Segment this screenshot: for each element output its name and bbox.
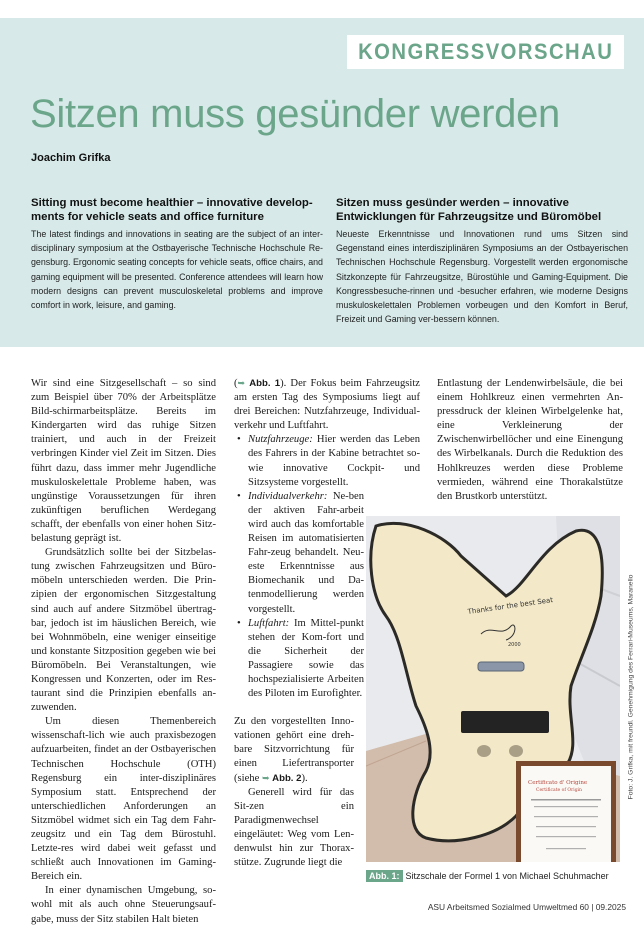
abstract-german-text: Neueste Erkenntnisse und Innovationen rund ums Sitzen sind Gegenstand eines interdisziplinären Symposiums an der Ostbayerischen Technischen Hochschule Regensburg. Vorgestellt werden ergonomische Sitzkonzepte für Fahrzeugsitze, Bürostühle und Gaming-Equipment. Die Kongressbesuche-rinnen und -besucher erfahren, wie moderne Designs muskuloskelettalen Problemen vorbeugen und den Komfort in Beruf, Freizeit und Gaming ver-bessern können.: [336, 229, 628, 325]
paragraph: In einer dynamischen Umgebung, so-wohl mit als auch ohne Steuerungsauf-gabe, muss der Sitz stabilen Halt bieten: [31, 885, 216, 925]
bullet-term: Luftfahrt:: [248, 617, 290, 629]
paragraph: [234, 377, 420, 433]
paragraph: Entlastung der Lendenwirbelsäule, die bei einem Hohlkreuz einen vermehrten An-pressdruck der kleinen Wirbelgelenke hat, eine Verkleinerung der Zwischenwirbellöcher und eine Einengung des Wirbelkanals. Durch die Reduktion des Hohlkreuzes werden diese Probleme vermieden, während eine Thorakalstütze den Brustkorb unterstützt.: [437, 378, 623, 502]
abstract-german-heading: Sitzen muss gesünder werden – innovative Entwicklungen für Fahrzeugsitze und Büromöbel: [336, 197, 602, 223]
paragraph: Wir sind eine Sitzgesellschaft – so sind zum Beispiel über 70% der Arbeitsplätze Bild-schirmarbeitsplätze. Bereits im Kindergarten wird das ruhige Sitzen trainiert, und auch in der Freizeit verbringen Kinder viel Zeit im Sitzen. Dies führt dazu, dass immer mehr Jugendliche muskuloskelettale Probleme haben, was ungünstige Voraussetzungen für ihren zukünftigen beruflichen Werdegang schafft, der ebenfalls von einer hohen Sitz-belastung geprägt ist.: [31, 378, 216, 545]
paragraph-text: Zu den vorgestellten Inno-vationen gehört eine dreh-bare Sitzvorrichtung für einen Liefertransporter (siehe: [234, 716, 354, 784]
rubric-label: KONGRESSVORSCHAU: [357, 39, 614, 64]
photo-inscription: Thanks for the best Seat: [467, 596, 554, 616]
figure-caption: [366, 871, 609, 881]
bullet-text: Hier werden das Leben des Fahrers in der Kabine betrachtet so-wie innovative Cockpit- und Sitzsysteme vorgestellt.: [248, 434, 420, 488]
figure-reference-link[interactable]: Abb. 2: [272, 772, 302, 784]
abstract-english-text: The latest findings and innovations in seating are the subject of an inter-disciplinary symposium at the Ostbayerische Technische Hochschule Re-gensburg. Ergonomic seating concepts for vehicle seats, office chairs, and gaming equipment will be presented. Conference attendees will learn how modern designs can prevent musculoskeletal problems and improve comfort in work, leisure, and gaming.: [31, 229, 323, 311]
paragraph: [234, 715, 354, 785]
bullet-wrap: [248, 617, 364, 702]
figure-reference-link[interactable]: Abb. 1: [249, 378, 281, 389]
photo-credit: [624, 512, 638, 862]
abstract-german: [336, 197, 628, 326]
abstract-english-heading: Sitting must become healthier – innovative develop-ments for vehicle seats and office furniture: [31, 197, 313, 223]
paragraph: Generell wird für das Sit-zen ein Paradigmenwechsel eingeläutet: Weg vom Len-denwulst hin zur Thorax-stütze. Zugrunde liegt die: [234, 786, 354, 869]
list-item: [248, 433, 420, 489]
bullet-term: Individualverkehr:: [248, 490, 328, 502]
body-column-3: [437, 377, 623, 504]
figure-arrow-icon: ➥: [237, 379, 246, 389]
page-footer: ASU Arbeitsmed Sozialmed Umweltmed 60 | 09.2025: [427, 902, 626, 912]
paren-open: (: [234, 378, 238, 389]
abstract-english: [31, 197, 323, 312]
bullet-text: Im Mittel-punkt stehen der Kom-fort und die Sicherheit der Passagiere sowie das hochspezialisierte Arbeiten des Piloten im Eurofighter.: [248, 617, 364, 700]
bullet-term: Nutzfahrzeuge:: [248, 434, 313, 446]
paragraph-text: ). Der Fokus beim Fahrzeugsitz am ersten Tag des Symposiums liegt auf drei Bereichen: Nutzfahrzeuge, Individual-verkehr und Luftfahrt.: [234, 378, 420, 432]
figure-caption-text: Sitzschale der Formel 1 von Michael Schuhmacher: [405, 871, 609, 881]
certificate-subtitle: Certificate of Origin: [536, 788, 582, 793]
author-name: Joachim Grifka: [31, 152, 111, 164]
paren-close: ).: [301, 772, 308, 784]
section-rubric: [347, 35, 624, 69]
bullet-text: Ne-ben der aktiven Fahr-arbeit wird auch das komfortable Reisen im automatisierten Fahr-zeug behandelt. Neu-este Erkenntnisse aus Biomechanik und Da-tenmodellierung werden vorgestellt.: [248, 490, 364, 615]
photo-credit-text: Foto: J. Grifka, mit freundl. Genehmigung des Ferrari-Museums, Maranello: [627, 574, 635, 800]
photo-year: 2000: [508, 642, 521, 648]
seat-shell-illustration: [366, 516, 620, 862]
paragraph: Grundsätzlich sollte bei der Sitzbelas-tung zwischen Fahrzeugsitzen und Büro-möbeln unterschieden werden. Die Prin-zipien der ergonomischen Sitzgestaltung sind auch auf andere Sitzmöbel übertrag-bar, jedoch ist im häuslichen Bereich, wie bei Wohnmöbeln, eine weniger einseitige und konstante Sitzposition gegeben wie bei Büromöbeln. Bei Veranstaltungen, wie Kongressen und Konzerten, oder im Res-taurant sind die Prinzipien ebenfalls an-zuwenden.: [31, 547, 216, 714]
certificate-title: Certificato d' Origine: [528, 780, 588, 786]
figure-arrow-icon: ➥: [261, 773, 270, 784]
body-column-1: [31, 377, 216, 927]
bullet-wrap: [248, 490, 364, 617]
figure-label: Abb. 1:: [366, 870, 403, 882]
article-title: Sitzen muss gesünder werden: [30, 92, 560, 136]
figure-photo-seat-shell: [366, 516, 620, 862]
paragraph: Um diesen Themenbereich wissenschaft-lich wie auch praxisbezogen aufzuarbeiten, findet an der Ostbayerischen Technischen Hochschule (OTH) Regensburg ein inter-disziplinäres Symposium statt. Entsprechend der unterschiedlichen Anforderungen an Sitzmöbel widmet sich ein Tag dem Fahr-zeugsitz und ein Tag dem Bürostuhl. Letzte-res wird dabei weit gefasst und schließt auch Innovationen im Gaming-Bereich ein.: [31, 716, 216, 883]
